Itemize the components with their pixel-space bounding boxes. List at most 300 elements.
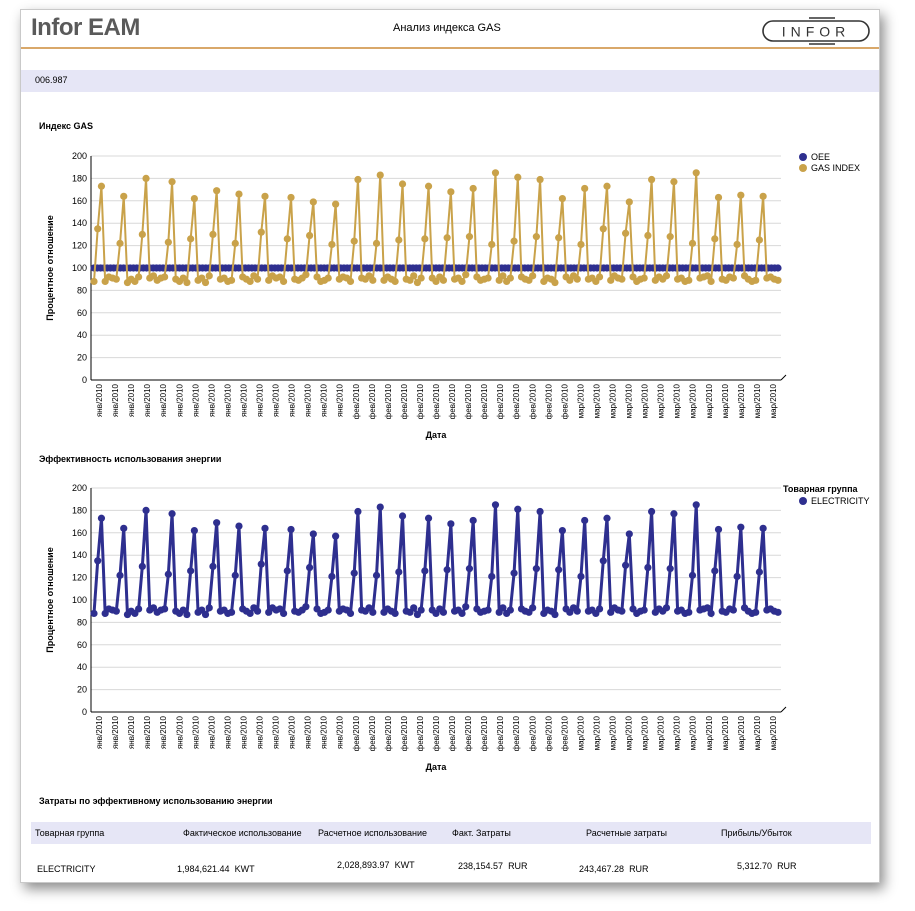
data-point bbox=[206, 604, 213, 611]
x-tick-label: фев/2010 bbox=[351, 384, 361, 420]
y-tick-label: 120 bbox=[71, 572, 87, 583]
x-tick-label: мар/2010 bbox=[576, 384, 586, 419]
logo-text: INFOR bbox=[781, 23, 851, 40]
data-point bbox=[94, 225, 101, 232]
data-point bbox=[462, 603, 469, 610]
series-line-electricity bbox=[94, 505, 778, 615]
data-point bbox=[752, 609, 759, 616]
x-tick-label: фев/2010 bbox=[383, 716, 393, 752]
data-point bbox=[559, 527, 566, 534]
x-tick-label: янв/2010 bbox=[175, 384, 185, 418]
data-point bbox=[410, 604, 417, 611]
data-point bbox=[559, 195, 566, 202]
data-point bbox=[351, 238, 358, 245]
cell-group: ELECTRICITY bbox=[37, 864, 96, 874]
data-point bbox=[332, 533, 339, 540]
data-point bbox=[94, 557, 101, 564]
legend-title: Товарная группа bbox=[783, 484, 858, 494]
y-tick-label: 80 bbox=[76, 617, 87, 628]
data-point bbox=[507, 606, 514, 613]
x-tick-label: янв/2010 bbox=[207, 716, 217, 750]
x-tick-label: янв/2010 bbox=[255, 384, 265, 418]
legend-entry: OEE bbox=[811, 152, 831, 162]
data-point bbox=[470, 185, 477, 192]
data-point bbox=[715, 194, 722, 201]
data-point bbox=[187, 235, 194, 242]
data-point bbox=[395, 568, 402, 575]
data-point bbox=[533, 233, 540, 240]
x-tick-label: фев/2010 bbox=[432, 716, 441, 752]
header-divider bbox=[21, 47, 879, 49]
data-point bbox=[667, 565, 674, 572]
data-point bbox=[228, 277, 235, 284]
data-point bbox=[529, 272, 536, 279]
data-point bbox=[261, 193, 268, 200]
data-point bbox=[354, 508, 361, 515]
data-point bbox=[228, 609, 235, 616]
data-point bbox=[202, 611, 209, 618]
data-point bbox=[685, 609, 692, 616]
report-window bbox=[20, 9, 880, 883]
x-tick-label: фев/2010 bbox=[399, 716, 409, 752]
organization-code: 006.987 bbox=[35, 75, 68, 85]
data-point bbox=[622, 230, 629, 237]
x-tick-label: янв/2010 bbox=[271, 384, 281, 418]
data-point bbox=[161, 273, 168, 280]
data-point bbox=[470, 517, 477, 524]
data-point bbox=[737, 524, 744, 531]
data-point bbox=[774, 609, 781, 616]
data-point bbox=[514, 506, 521, 513]
y-tick-label: 180 bbox=[71, 173, 87, 184]
data-point bbox=[90, 278, 97, 285]
data-point bbox=[425, 183, 432, 190]
data-point bbox=[120, 525, 127, 532]
data-point bbox=[421, 235, 428, 242]
y-tick-label: 0 bbox=[81, 375, 87, 385]
data-point bbox=[392, 610, 399, 617]
data-point bbox=[410, 272, 417, 279]
data-point bbox=[209, 563, 216, 570]
x-tick-label: фев/2010 bbox=[464, 716, 474, 752]
x-tick-label: мар/2010 bbox=[608, 384, 618, 419]
data-point bbox=[603, 183, 610, 190]
data-point bbox=[596, 605, 603, 612]
x-tick-label: янв/2010 bbox=[303, 384, 313, 418]
data-point bbox=[98, 183, 105, 190]
x-tick-label: янв/2010 bbox=[127, 716, 137, 750]
data-point bbox=[354, 176, 361, 183]
x-tick-label: мар/2010 bbox=[624, 716, 634, 751]
x-tick-label: мар/2010 bbox=[672, 384, 682, 419]
data-point bbox=[685, 277, 692, 284]
data-point bbox=[206, 272, 213, 279]
column-header-estimated-costs: Расчетные затраты bbox=[586, 828, 668, 838]
x-tick-label: янв/2010 bbox=[255, 716, 265, 750]
data-point bbox=[235, 522, 242, 529]
data-point bbox=[373, 240, 380, 247]
data-point bbox=[574, 608, 581, 615]
data-point bbox=[328, 241, 335, 248]
data-point bbox=[116, 572, 123, 579]
data-point bbox=[191, 527, 198, 534]
x-tick-label: фев/2010 bbox=[480, 716, 490, 752]
data-point bbox=[730, 274, 737, 281]
y-tick-label: 80 bbox=[76, 285, 87, 296]
data-point bbox=[377, 503, 384, 510]
data-point bbox=[351, 570, 358, 577]
x-tick-label: фев/2010 bbox=[432, 384, 441, 420]
x-tick-label: янв/2010 bbox=[223, 716, 233, 750]
x-tick-label: мар/2010 bbox=[608, 716, 618, 751]
y-tick-label: 200 bbox=[71, 483, 87, 493]
data-point bbox=[752, 277, 759, 284]
legend-entry: ELECTRICITY bbox=[811, 496, 870, 506]
data-point bbox=[142, 175, 149, 182]
axis-corner bbox=[781, 707, 786, 712]
data-point bbox=[756, 236, 763, 243]
x-tick-label: фев/2010 bbox=[415, 384, 425, 420]
data-point bbox=[774, 264, 781, 271]
x-tick-label: янв/2010 bbox=[111, 384, 121, 418]
legend-marker bbox=[799, 153, 807, 161]
column-header-actual-costs: Факт. Затраты bbox=[452, 828, 511, 838]
x-tick-label: фев/2010 bbox=[544, 716, 554, 752]
x-tick-label: янв/2010 bbox=[239, 716, 249, 750]
x-tick-label: янв/2010 bbox=[191, 716, 201, 750]
y-tick-label: 120 bbox=[71, 240, 87, 251]
data-point bbox=[310, 198, 317, 205]
x-tick-label: фев/2010 bbox=[464, 384, 474, 420]
data-point bbox=[447, 188, 454, 195]
legend-marker bbox=[799, 164, 807, 172]
data-point bbox=[187, 567, 194, 574]
data-point bbox=[626, 198, 633, 205]
x-tick-label: янв/2010 bbox=[319, 384, 329, 418]
y-tick-label: 160 bbox=[71, 527, 87, 538]
data-point bbox=[213, 187, 220, 194]
data-point bbox=[533, 565, 540, 572]
data-point bbox=[551, 279, 558, 286]
data-point bbox=[284, 235, 291, 242]
data-point bbox=[510, 570, 517, 577]
x-tick-label: мар/2010 bbox=[704, 716, 714, 751]
x-tick-label: фев/2010 bbox=[512, 716, 522, 752]
data-point bbox=[689, 240, 696, 247]
costs-section-title: Затраты по эффективному использованию энергии bbox=[39, 796, 273, 806]
x-tick-label: янв/2010 bbox=[95, 384, 105, 418]
brand-logo: Infor EAM bbox=[31, 14, 140, 41]
data-point bbox=[730, 606, 737, 613]
data-point bbox=[458, 610, 465, 617]
x-tick-label: фев/2010 bbox=[367, 384, 377, 420]
x-tick-label: янв/2010 bbox=[319, 716, 329, 750]
data-point bbox=[734, 573, 741, 580]
data-point bbox=[287, 526, 294, 533]
y-tick-label: 40 bbox=[76, 330, 87, 341]
data-point bbox=[302, 271, 309, 278]
data-point bbox=[421, 567, 428, 574]
x-tick-label: янв/2010 bbox=[303, 716, 313, 750]
legend-marker bbox=[799, 497, 807, 505]
x-tick-label: фев/2010 bbox=[512, 384, 522, 420]
data-point bbox=[648, 508, 655, 515]
x-tick-label: янв/2010 bbox=[207, 384, 217, 418]
x-tick-label: мар/2010 bbox=[592, 384, 602, 419]
gas-index-chart bbox=[21, 140, 879, 460]
data-point bbox=[139, 563, 146, 570]
data-point bbox=[168, 510, 175, 517]
data-point bbox=[444, 566, 451, 573]
data-point bbox=[596, 273, 603, 280]
data-point bbox=[254, 276, 261, 283]
data-point bbox=[369, 609, 376, 616]
data-point bbox=[466, 565, 473, 572]
data-point bbox=[774, 277, 781, 284]
axis-corner bbox=[781, 375, 786, 380]
data-point bbox=[369, 277, 376, 284]
data-point bbox=[113, 608, 120, 615]
x-tick-label: янв/2010 bbox=[159, 384, 169, 418]
cell-actual-costs: 238,154.57 RUR bbox=[458, 861, 528, 871]
data-point bbox=[551, 611, 558, 618]
data-point bbox=[667, 233, 674, 240]
data-point bbox=[641, 606, 648, 613]
data-point bbox=[734, 241, 741, 248]
data-point bbox=[444, 234, 451, 241]
data-point bbox=[191, 195, 198, 202]
x-tick-label: фев/2010 bbox=[415, 716, 425, 752]
x-tick-label: фев/2010 bbox=[480, 384, 490, 420]
data-point bbox=[663, 604, 670, 611]
data-point bbox=[287, 194, 294, 201]
data-point bbox=[581, 517, 588, 524]
data-point bbox=[258, 561, 265, 568]
data-point bbox=[689, 572, 696, 579]
x-tick-label: фев/2010 bbox=[351, 716, 361, 752]
data-point bbox=[670, 178, 677, 185]
data-point bbox=[484, 606, 491, 613]
data-point bbox=[325, 274, 332, 281]
x-tick-label: мар/2010 bbox=[720, 716, 730, 751]
x-tick-label: янв/2010 bbox=[111, 716, 121, 750]
data-point bbox=[213, 519, 220, 526]
data-point bbox=[693, 501, 700, 508]
data-point bbox=[310, 530, 317, 537]
x-tick-label: янв/2010 bbox=[239, 384, 249, 418]
x-tick-label: фев/2010 bbox=[399, 384, 409, 420]
data-point bbox=[577, 241, 584, 248]
data-point bbox=[418, 274, 425, 281]
data-point bbox=[399, 180, 406, 187]
data-point bbox=[626, 530, 633, 537]
data-point bbox=[644, 232, 651, 239]
y-tick-label: 0 bbox=[81, 707, 87, 717]
data-point bbox=[332, 201, 339, 208]
x-tick-label: мар/2010 bbox=[768, 384, 778, 419]
x-tick-label: фев/2010 bbox=[560, 716, 570, 752]
data-point bbox=[600, 225, 607, 232]
data-point bbox=[395, 236, 402, 243]
x-tick-label: фев/2010 bbox=[528, 716, 538, 752]
data-point bbox=[347, 278, 354, 285]
data-point bbox=[258, 229, 265, 236]
energy-chart-title: Эффективность использования энергии bbox=[39, 454, 222, 464]
data-point bbox=[536, 176, 543, 183]
data-point bbox=[600, 557, 607, 564]
y-axis-title: Процентное отношение bbox=[45, 215, 55, 321]
data-point bbox=[209, 231, 216, 238]
data-point bbox=[235, 190, 242, 197]
y-tick-label: 40 bbox=[76, 662, 87, 673]
x-tick-label: янв/2010 bbox=[223, 384, 233, 418]
y-tick-label: 180 bbox=[71, 505, 87, 516]
data-point bbox=[488, 573, 495, 580]
x-tick-label: янв/2010 bbox=[335, 716, 345, 750]
x-tick-label: мар/2010 bbox=[640, 384, 650, 419]
y-tick-label: 140 bbox=[71, 550, 87, 561]
data-point bbox=[510, 238, 517, 245]
data-point bbox=[760, 525, 767, 532]
x-tick-label: фев/2010 bbox=[367, 716, 377, 752]
data-point bbox=[440, 609, 447, 616]
infor-logo bbox=[761, 16, 871, 46]
data-point bbox=[737, 192, 744, 199]
data-point bbox=[183, 279, 190, 286]
data-point bbox=[644, 564, 651, 571]
report-header bbox=[21, 10, 879, 50]
data-point bbox=[392, 278, 399, 285]
x-tick-label: фев/2010 bbox=[383, 384, 393, 420]
cell-estimated-usage: 2,028,893.97 KWT bbox=[337, 860, 415, 870]
data-point bbox=[183, 611, 190, 618]
x-tick-label: мар/2010 bbox=[688, 716, 698, 751]
x-tick-label: мар/2010 bbox=[736, 384, 746, 419]
data-point bbox=[492, 501, 499, 508]
data-point bbox=[306, 232, 313, 239]
x-tick-label: янв/2010 bbox=[143, 716, 153, 750]
data-point bbox=[514, 174, 521, 181]
x-tick-label: янв/2010 bbox=[335, 384, 345, 418]
x-tick-label: янв/2010 bbox=[287, 384, 297, 418]
data-point bbox=[116, 240, 123, 247]
data-point bbox=[447, 520, 454, 527]
data-point bbox=[466, 233, 473, 240]
x-tick-label: мар/2010 bbox=[624, 384, 634, 419]
data-point bbox=[507, 274, 514, 281]
x-tick-label: мар/2010 bbox=[640, 716, 650, 751]
data-point bbox=[328, 573, 335, 580]
data-point bbox=[373, 572, 380, 579]
table-row bbox=[31, 862, 871, 878]
data-point bbox=[168, 178, 175, 185]
x-tick-label: янв/2010 bbox=[271, 716, 281, 750]
data-point bbox=[284, 567, 291, 574]
organization-band bbox=[21, 70, 879, 92]
x-tick-label: фев/2010 bbox=[560, 384, 570, 420]
cell-actual-usage: 1,984,621.44 KWT bbox=[177, 864, 255, 874]
data-point bbox=[280, 610, 287, 617]
data-point bbox=[641, 274, 648, 281]
data-point bbox=[165, 571, 172, 578]
data-point bbox=[261, 525, 268, 532]
data-point bbox=[707, 610, 714, 617]
x-tick-label: янв/2010 bbox=[175, 716, 185, 750]
x-axis-title: Дата bbox=[425, 430, 447, 440]
data-point bbox=[488, 241, 495, 248]
y-tick-label: 100 bbox=[71, 595, 87, 605]
y-tick-label: 200 bbox=[71, 151, 87, 161]
x-tick-label: фев/2010 bbox=[544, 384, 554, 420]
data-point bbox=[663, 272, 670, 279]
data-point bbox=[142, 507, 149, 514]
data-point bbox=[90, 610, 97, 617]
data-point bbox=[555, 234, 562, 241]
x-tick-label: янв/2010 bbox=[287, 716, 297, 750]
y-tick-label: 60 bbox=[76, 307, 87, 318]
y-tick-label: 100 bbox=[71, 263, 87, 273]
column-header-actual-usage: Фактическое использование bbox=[183, 828, 302, 838]
cell-profit-loss: 5,312.70 RUR bbox=[737, 861, 797, 871]
x-tick-label: янв/2010 bbox=[159, 716, 169, 750]
x-tick-label: фев/2010 bbox=[528, 384, 538, 420]
data-point bbox=[707, 278, 714, 285]
x-tick-label: янв/2010 bbox=[143, 384, 153, 418]
cell-estimated-costs: 243,467.28 RUR bbox=[579, 864, 649, 874]
x-tick-label: мар/2010 bbox=[752, 384, 762, 419]
data-point bbox=[232, 240, 239, 247]
data-point bbox=[302, 603, 309, 610]
data-point bbox=[306, 564, 313, 571]
data-point bbox=[462, 271, 469, 278]
gas-chart-title: Индекс GAS bbox=[39, 121, 94, 131]
y-axis-title: Процентное отношение bbox=[45, 547, 55, 653]
column-header-estimated-usage: Расчетное использование bbox=[318, 828, 427, 838]
x-tick-label: янв/2010 bbox=[127, 384, 137, 418]
data-point bbox=[581, 185, 588, 192]
x-tick-label: мар/2010 bbox=[688, 384, 698, 419]
data-point bbox=[347, 610, 354, 617]
x-tick-label: мар/2010 bbox=[592, 716, 602, 751]
column-header-profit-loss: Прибыль/Убыток bbox=[721, 828, 792, 838]
y-tick-label: 20 bbox=[76, 352, 87, 363]
data-point bbox=[458, 278, 465, 285]
x-tick-label: фев/2010 bbox=[496, 384, 506, 420]
x-tick-label: мар/2010 bbox=[720, 384, 730, 419]
x-axis-title: Дата bbox=[425, 762, 447, 772]
x-tick-label: янв/2010 bbox=[191, 384, 201, 418]
data-point bbox=[622, 562, 629, 569]
data-point bbox=[202, 279, 209, 286]
x-tick-label: мар/2010 bbox=[656, 716, 666, 751]
data-point bbox=[715, 526, 722, 533]
data-point bbox=[440, 277, 447, 284]
y-tick-label: 20 bbox=[76, 684, 87, 695]
data-point bbox=[135, 273, 142, 280]
data-point bbox=[711, 567, 718, 574]
data-point bbox=[711, 235, 718, 242]
data-point bbox=[325, 606, 332, 613]
data-point bbox=[165, 239, 172, 246]
data-point bbox=[254, 608, 261, 615]
y-tick-label: 140 bbox=[71, 218, 87, 229]
x-tick-label: фев/2010 bbox=[496, 716, 506, 752]
data-point bbox=[670, 510, 677, 517]
x-tick-label: мар/2010 bbox=[768, 716, 778, 751]
data-point bbox=[574, 276, 581, 283]
data-point bbox=[529, 604, 536, 611]
data-point bbox=[577, 573, 584, 580]
